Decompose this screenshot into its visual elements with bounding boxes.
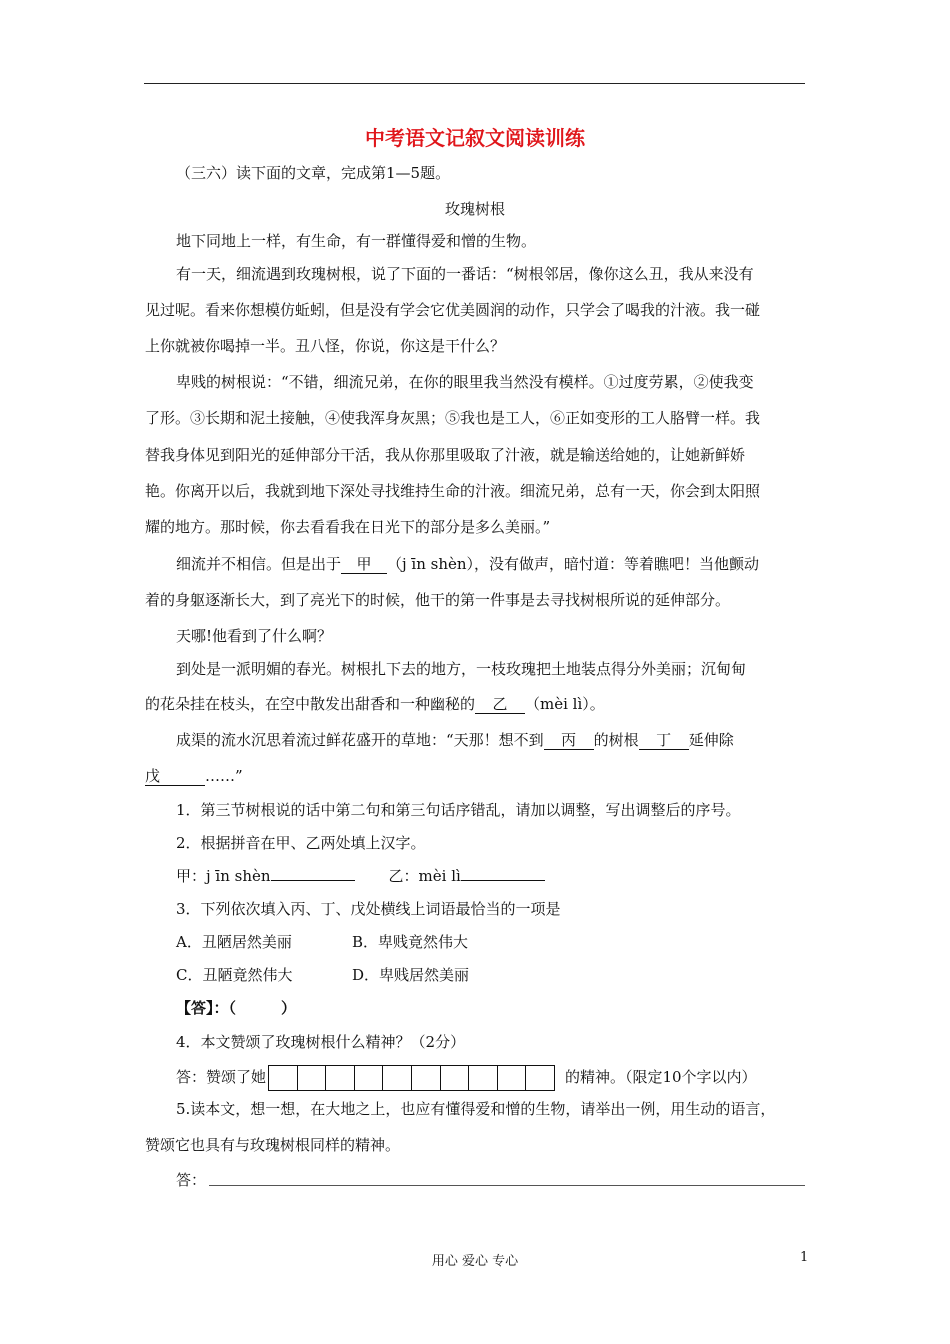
answer-box[interactable] <box>269 1066 298 1090</box>
text-span: 延伸除 <box>688 731 734 749</box>
paragraph-4-line: 着的身躯逐渐长大，到了亮光下的时候，他干的第一件事是去寻找树根所说的延伸部分。 <box>145 591 731 609</box>
question-4: 4．本文赞颂了玫瑰树根什么精神？（2分） <box>176 1033 466 1051</box>
text-span: （j īn shèn），没有做声，暗忖道：等着瞧吧！当他颤动 <box>387 555 760 573</box>
question-2-fill <box>176 866 545 886</box>
paragraph-5: 天哪!他看到了什么啊？ <box>176 627 333 645</box>
text-span: 成渠的流水沉思着流过鲜花盛开的草地：“天那！想不到 <box>176 731 544 749</box>
label-yi: 乙：mèi lì <box>388 867 461 885</box>
text-span: 细流并不相信。但是出于 <box>176 555 342 573</box>
text-span: （mèi lì）。 <box>525 695 605 713</box>
question-3: 3．下列依次填入丙、丁、戊处横线上词语最恰当的一项是 <box>176 900 561 918</box>
text-span: 的花朵挂在枝头，在空中散发出甜香和一种幽秘的 <box>145 695 476 713</box>
page-number: 1 <box>800 1250 809 1265</box>
answer-prefix: 答：赞颂了她 <box>176 1068 267 1086</box>
paragraph-1: 地下同地上一样，有生命，有一群懂得爱和憎的生物。 <box>176 232 537 250</box>
text-span: ……” <box>205 767 243 785</box>
answer-box[interactable] <box>412 1066 441 1090</box>
blank-yi: 乙 <box>475 695 525 714</box>
paragraph-3-line: 替我身体见到阳光的延伸部分干活，我从你那里吸取了汁液，就是输送给她的，让她新鲜娇 <box>145 446 746 464</box>
intro-line: （三六）读下面的文章，完成第1—5题。 <box>176 164 451 182</box>
question-1: 1．第三节树根说的话中第二句和第三句话序错乱，请加以调整，写出调整后的序号。 <box>176 801 741 819</box>
header-rule <box>144 83 805 84</box>
option-b: B．卑贱竟然伟大 <box>352 933 469 951</box>
option-d: D．卑贱居然美丽 <box>352 966 470 984</box>
blank-wu: 戊 <box>145 767 205 786</box>
paragraph-4-line <box>176 554 759 574</box>
question-5-line: 5.读本文，想一想，在大地之上，也应有懂得爱和憎的生物，请举出一例，用生动的语言， <box>176 1100 776 1118</box>
paragraph-6-line <box>145 694 605 714</box>
answer-box[interactable] <box>355 1066 384 1090</box>
text-span: 的树根 <box>593 731 639 749</box>
answer-boxes[interactable] <box>268 1065 555 1091</box>
paragraph-3-line: 了形。③长期和泥土接触，④使我浑身灰黑；⑤我也是工人，⑥正如变形的工人胳臂一样。我 <box>145 409 761 427</box>
paragraph-2-line: 见过呢。看来你想模仿蚯蚓，但是没有学会它优美圆润的动作，只学会了喝我的汁液。我一碰 <box>145 301 761 319</box>
answer-blank-jia[interactable] <box>271 866 355 881</box>
answer-blank-yi[interactable] <box>461 866 545 881</box>
paragraph-6-line: 到处是一派明媚的春光。树根扎下去的地方，一枝玫瑰把土地装点得分外美丽；沉甸甸 <box>176 660 747 678</box>
answer-box[interactable] <box>326 1066 355 1090</box>
paragraph-3-line: 卑贱的树根说：“不错，细流兄弟，在你的眼里我当然没有模样。①过度劳累，②使我变 <box>176 373 754 391</box>
question-2: 2．根据拼音在甲、乙两处填上汉字。 <box>176 834 426 852</box>
article-title: 玫瑰树根 <box>444 200 505 218</box>
footer-text: 用心 爱心 专心 <box>431 1254 519 1269</box>
answer-box[interactable] <box>526 1066 554 1090</box>
document-title: 中考语文记叙文阅读训练 <box>365 126 585 150</box>
answer-box[interactable] <box>469 1066 498 1090</box>
blank-jia: 甲 <box>341 555 387 574</box>
paragraph-7-line <box>145 766 243 786</box>
answer-suffix: 的精神。（限定10个字以内） <box>564 1068 757 1086</box>
answer-box[interactable] <box>441 1066 470 1090</box>
label-jia: 甲：j īn shèn <box>176 867 271 885</box>
question-5-line: 赞颂它也具有与玫瑰树根同样的精神。 <box>145 1136 401 1154</box>
blank-bing: 丙 <box>544 731 594 750</box>
answer-line[interactable] <box>209 1185 805 1186</box>
paragraph-7-line <box>176 730 734 750</box>
option-c: C．丑陋竟然伟大 <box>176 966 293 984</box>
answer-box[interactable] <box>383 1066 412 1090</box>
paragraph-3-line: 艳。你离开以后，我就到地下深处寻找维持生命的汁液。细流兄弟，总有一天，你会到太阳照 <box>145 482 761 500</box>
answer-label[interactable]: 【答】：（ ） <box>176 999 297 1017</box>
answer-box[interactable] <box>298 1066 327 1090</box>
question-5-answer-label: 答： <box>176 1171 207 1189</box>
blank-ding: 丁 <box>639 731 689 750</box>
option-a: A．丑陋居然美丽 <box>176 933 292 951</box>
paragraph-2-line: 上你就被你喝掉一半。丑八怪，你说，你这是干什么？ <box>145 337 506 355</box>
question-4-answer <box>176 1065 757 1091</box>
answer-box[interactable] <box>498 1066 527 1090</box>
paragraph-2-line: 有一天，细流遇到玫瑰树根，说了下面的一番话：“树根邻居，像你这么丑，我从来没有 <box>176 265 754 283</box>
paragraph-3-line: 耀的地方。那时候，你去看看我在日光下的部分是多么美丽。” <box>145 518 551 536</box>
